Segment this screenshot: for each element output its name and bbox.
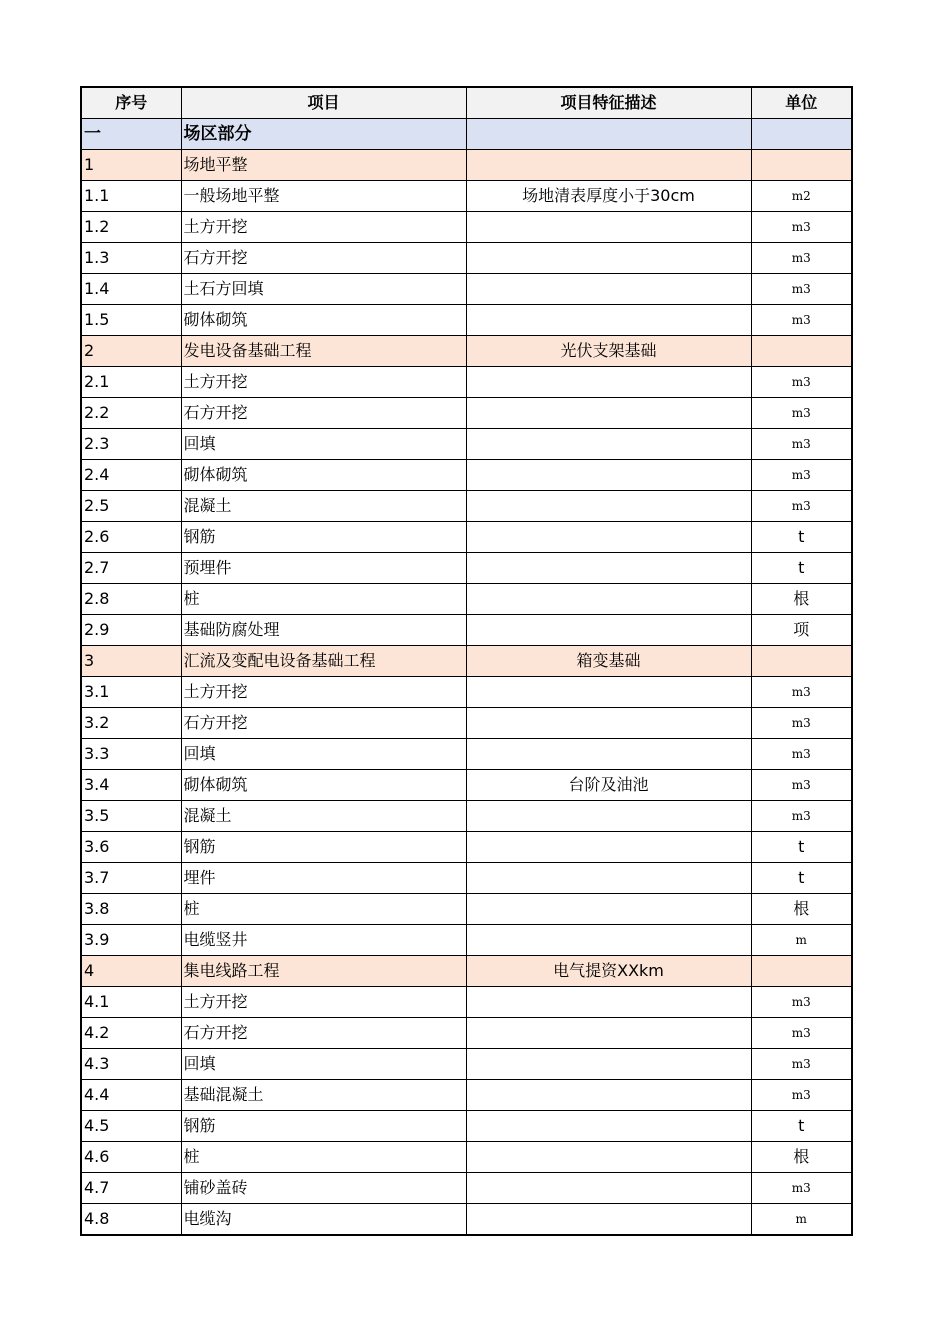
cell-desc[interactable] <box>466 274 751 305</box>
cell-desc[interactable] <box>466 1080 751 1111</box>
cell-item[interactable]: 一般场地平整 <box>181 181 466 212</box>
cell-item[interactable]: 场地平整 <box>181 150 466 181</box>
cell-unit[interactable]: m3 <box>751 708 852 739</box>
table-row <box>81 1049 852 1080</box>
cell-no[interactable]: 3.6 <box>81 832 181 863</box>
cell-desc[interactable] <box>466 1018 751 1049</box>
subsection-row <box>81 150 852 181</box>
cell-no[interactable]: 4.6 <box>81 1142 181 1173</box>
cell-item[interactable]: 石方开挖 <box>181 708 466 739</box>
cell-item[interactable]: 石方开挖 <box>181 243 466 274</box>
cell-item[interactable]: 石方开挖 <box>181 398 466 429</box>
header-unit[interactable]: 单位 <box>751 87 852 119</box>
table-row <box>81 1080 852 1111</box>
table-row <box>81 987 852 1018</box>
subsection-row <box>81 646 852 677</box>
cell-desc[interactable] <box>466 212 751 243</box>
cell-unit[interactable]: m2 <box>751 181 852 212</box>
cell-no[interactable]: 1.4 <box>81 274 181 305</box>
cell-unit[interactable] <box>751 956 852 987</box>
cell-desc[interactable] <box>466 429 751 460</box>
cell-item[interactable]: 电缆竖井 <box>181 925 466 956</box>
cell-no[interactable]: 2.8 <box>81 584 181 615</box>
table-body <box>81 119 852 1236</box>
cell-no[interactable]: 2.4 <box>81 460 181 491</box>
table-row <box>81 212 852 243</box>
cell-no[interactable]: 2.7 <box>81 553 181 584</box>
table-row <box>81 274 852 305</box>
cell-no[interactable]: 4 <box>81 956 181 987</box>
table-row <box>81 181 852 212</box>
cell-unit[interactable]: m3 <box>751 677 852 708</box>
cell-desc[interactable] <box>466 677 751 708</box>
cell-desc[interactable] <box>466 1049 751 1080</box>
cell-item[interactable]: 回填 <box>181 429 466 460</box>
table-row <box>81 801 852 832</box>
cell-unit[interactable]: m <box>751 1204 852 1236</box>
cell-desc[interactable] <box>466 739 751 770</box>
cell-desc[interactable] <box>466 243 751 274</box>
table-row <box>81 429 852 460</box>
subsection-row <box>81 336 852 367</box>
cell-no[interactable]: 4.5 <box>81 1111 181 1142</box>
cell-unit[interactable]: m3 <box>751 1080 852 1111</box>
cell-unit[interactable]: t <box>751 522 852 553</box>
cell-no[interactable]: 一 <box>81 119 181 150</box>
cell-unit[interactable]: 项 <box>751 615 852 646</box>
cell-no[interactable]: 1.5 <box>81 305 181 336</box>
cell-no[interactable]: 3.9 <box>81 925 181 956</box>
subsection-row <box>81 956 852 987</box>
cell-unit[interactable] <box>751 150 852 181</box>
cell-no[interactable]: 3.3 <box>81 739 181 770</box>
cell-desc[interactable] <box>466 367 751 398</box>
cell-item[interactable]: 混凝土 <box>181 491 466 522</box>
cell-no[interactable]: 1 <box>81 150 181 181</box>
cell-unit[interactable]: m3 <box>751 1049 852 1080</box>
cell-no[interactable]: 4.8 <box>81 1204 181 1236</box>
cell-item[interactable]: 砌体砌筑 <box>181 460 466 491</box>
table-row <box>81 894 852 925</box>
cell-unit[interactable]: 根 <box>751 1142 852 1173</box>
cell-unit[interactable]: m3 <box>751 987 852 1018</box>
section-header-row <box>81 119 852 150</box>
table-row <box>81 1173 852 1204</box>
cell-desc[interactable] <box>466 305 751 336</box>
cell-unit[interactable]: t <box>751 553 852 584</box>
cell-no[interactable]: 2.5 <box>81 491 181 522</box>
cell-no[interactable]: 3.5 <box>81 801 181 832</box>
cell-unit[interactable]: m3 <box>751 367 852 398</box>
cell-desc[interactable]: 箱变基础 <box>466 646 751 677</box>
cell-unit[interactable] <box>751 646 852 677</box>
bill-of-quantities-table <box>80 86 853 1236</box>
cell-unit[interactable]: 根 <box>751 894 852 925</box>
cell-unit[interactable]: m3 <box>751 429 852 460</box>
cell-unit[interactable]: m3 <box>751 801 852 832</box>
cell-desc[interactable] <box>466 398 751 429</box>
cell-item[interactable]: 桩 <box>181 584 466 615</box>
cell-desc[interactable] <box>466 1111 751 1142</box>
header-no[interactable]: 序号 <box>81 87 181 119</box>
cell-unit[interactable]: t <box>751 832 852 863</box>
cell-desc[interactable] <box>466 460 751 491</box>
table-row <box>81 367 852 398</box>
cell-item[interactable]: 基础防腐处理 <box>181 615 466 646</box>
cell-no[interactable]: 4.3 <box>81 1049 181 1080</box>
table-row <box>81 1111 852 1142</box>
table-row <box>81 398 852 429</box>
table-row <box>81 708 852 739</box>
cell-item[interactable]: 电缆沟 <box>181 1204 466 1236</box>
cell-no[interactable]: 3.1 <box>81 677 181 708</box>
table-row <box>81 739 852 770</box>
cell-desc[interactable] <box>466 801 751 832</box>
table-row <box>81 491 852 522</box>
cell-desc[interactable]: 台阶及油池 <box>466 770 751 801</box>
cell-desc[interactable] <box>466 584 751 615</box>
table-row <box>81 305 852 336</box>
cell-desc[interactable] <box>466 553 751 584</box>
cell-desc[interactable] <box>466 708 751 739</box>
cell-no[interactable]: 2.9 <box>81 615 181 646</box>
cell-item[interactable]: 铺砂盖砖 <box>181 1173 466 1204</box>
cell-desc[interactable]: 场地清表厚度小于30cm <box>466 181 751 212</box>
cell-no[interactable]: 2.2 <box>81 398 181 429</box>
cell-desc[interactable] <box>466 522 751 553</box>
cell-desc[interactable]: 电气提资XXkm <box>466 956 751 987</box>
cell-item[interactable]: 土方开挖 <box>181 367 466 398</box>
cell-item[interactable]: 土方开挖 <box>181 212 466 243</box>
cell-no[interactable]: 4.2 <box>81 1018 181 1049</box>
cell-item[interactable]: 埋件 <box>181 863 466 894</box>
cell-unit[interactable]: m3 <box>751 212 852 243</box>
cell-item[interactable]: 砌体砌筑 <box>181 305 466 336</box>
cell-item[interactable]: 桩 <box>181 894 466 925</box>
cell-item[interactable]: 汇流及变配电设备基础工程 <box>181 646 466 677</box>
cell-desc[interactable] <box>466 150 751 181</box>
cell-no[interactable]: 4.1 <box>81 987 181 1018</box>
cell-unit[interactable]: m3 <box>751 274 852 305</box>
cell-no[interactable]: 3.8 <box>81 894 181 925</box>
cell-unit[interactable]: t <box>751 1111 852 1142</box>
table-row <box>81 677 852 708</box>
cell-item[interactable]: 预埋件 <box>181 553 466 584</box>
table-row <box>81 522 852 553</box>
cell-item[interactable]: 钢筋 <box>181 522 466 553</box>
cell-item[interactable]: 回填 <box>181 1049 466 1080</box>
cell-no[interactable]: 1.3 <box>81 243 181 274</box>
cell-item[interactable]: 土方开挖 <box>181 677 466 708</box>
cell-item[interactable]: 回填 <box>181 739 466 770</box>
cell-unit[interactable]: m3 <box>751 1018 852 1049</box>
cell-desc[interactable] <box>466 832 751 863</box>
cell-no[interactable]: 3.4 <box>81 770 181 801</box>
cell-desc[interactable] <box>466 1173 751 1204</box>
cell-desc[interactable] <box>466 987 751 1018</box>
table-row <box>81 770 852 801</box>
cell-item[interactable]: 场区部分 <box>181 119 466 150</box>
cell-desc[interactable] <box>466 894 751 925</box>
cell-item[interactable]: 砌体砌筑 <box>181 770 466 801</box>
cell-item[interactable]: 桩 <box>181 1142 466 1173</box>
cell-item[interactable]: 发电设备基础工程 <box>181 336 466 367</box>
cell-no[interactable]: 2 <box>81 336 181 367</box>
table-row <box>81 460 852 491</box>
cell-no[interactable]: 3.2 <box>81 708 181 739</box>
cell-desc[interactable] <box>466 863 751 894</box>
cell-desc[interactable] <box>466 925 751 956</box>
cell-item[interactable]: 土方开挖 <box>181 987 466 1018</box>
cell-no[interactable]: 2.3 <box>81 429 181 460</box>
cell-desc[interactable] <box>466 615 751 646</box>
cell-no[interactable]: 1.2 <box>81 212 181 243</box>
cell-unit[interactable]: 根 <box>751 584 852 615</box>
table-row <box>81 615 852 646</box>
table-row <box>81 1204 852 1236</box>
cell-unit[interactable]: m3 <box>751 398 852 429</box>
table-row <box>81 584 852 615</box>
cell-no[interactable]: 2.1 <box>81 367 181 398</box>
cell-item[interactable]: 石方开挖 <box>181 1018 466 1049</box>
cell-unit[interactable] <box>751 336 852 367</box>
cell-desc[interactable] <box>466 1142 751 1173</box>
cell-no[interactable]: 1.1 <box>81 181 181 212</box>
cell-unit[interactable]: m3 <box>751 1173 852 1204</box>
cell-unit[interactable] <box>751 119 852 150</box>
cell-unit[interactable]: m3 <box>751 305 852 336</box>
table-row <box>81 925 852 956</box>
cell-unit[interactable]: m <box>751 925 852 956</box>
cell-unit[interactable]: m3 <box>751 739 852 770</box>
table-row <box>81 1142 852 1173</box>
cell-item[interactable]: 钢筋 <box>181 832 466 863</box>
table-row <box>81 863 852 894</box>
table-row <box>81 553 852 584</box>
header-item[interactable]: 项目 <box>181 87 466 119</box>
cell-desc[interactable] <box>466 491 751 522</box>
table-row <box>81 243 852 274</box>
cell-no[interactable]: 3.7 <box>81 863 181 894</box>
cell-unit[interactable]: m3 <box>751 243 852 274</box>
table-row <box>81 832 852 863</box>
cell-desc[interactable] <box>466 119 751 150</box>
cell-item[interactable]: 钢筋 <box>181 1111 466 1142</box>
cell-unit[interactable]: t <box>751 863 852 894</box>
cell-item[interactable]: 混凝土 <box>181 801 466 832</box>
header-row <box>81 87 852 119</box>
cell-item[interactable]: 基础混凝土 <box>181 1080 466 1111</box>
cell-unit[interactable]: m3 <box>751 770 852 801</box>
cell-item[interactable]: 集电线路工程 <box>181 956 466 987</box>
cell-unit[interactable]: m3 <box>751 460 852 491</box>
cell-item[interactable]: 土石方回填 <box>181 274 466 305</box>
cell-no[interactable]: 4.7 <box>81 1173 181 1204</box>
cell-no[interactable]: 3 <box>81 646 181 677</box>
header-desc[interactable]: 项目特征描述 <box>466 87 751 119</box>
cell-unit[interactable]: m3 <box>751 491 852 522</box>
table-row <box>81 1018 852 1049</box>
cell-no[interactable]: 2.6 <box>81 522 181 553</box>
cell-desc[interactable]: 光伏支架基础 <box>466 336 751 367</box>
cell-no[interactable]: 4.4 <box>81 1080 181 1111</box>
cell-desc[interactable] <box>466 1204 751 1236</box>
